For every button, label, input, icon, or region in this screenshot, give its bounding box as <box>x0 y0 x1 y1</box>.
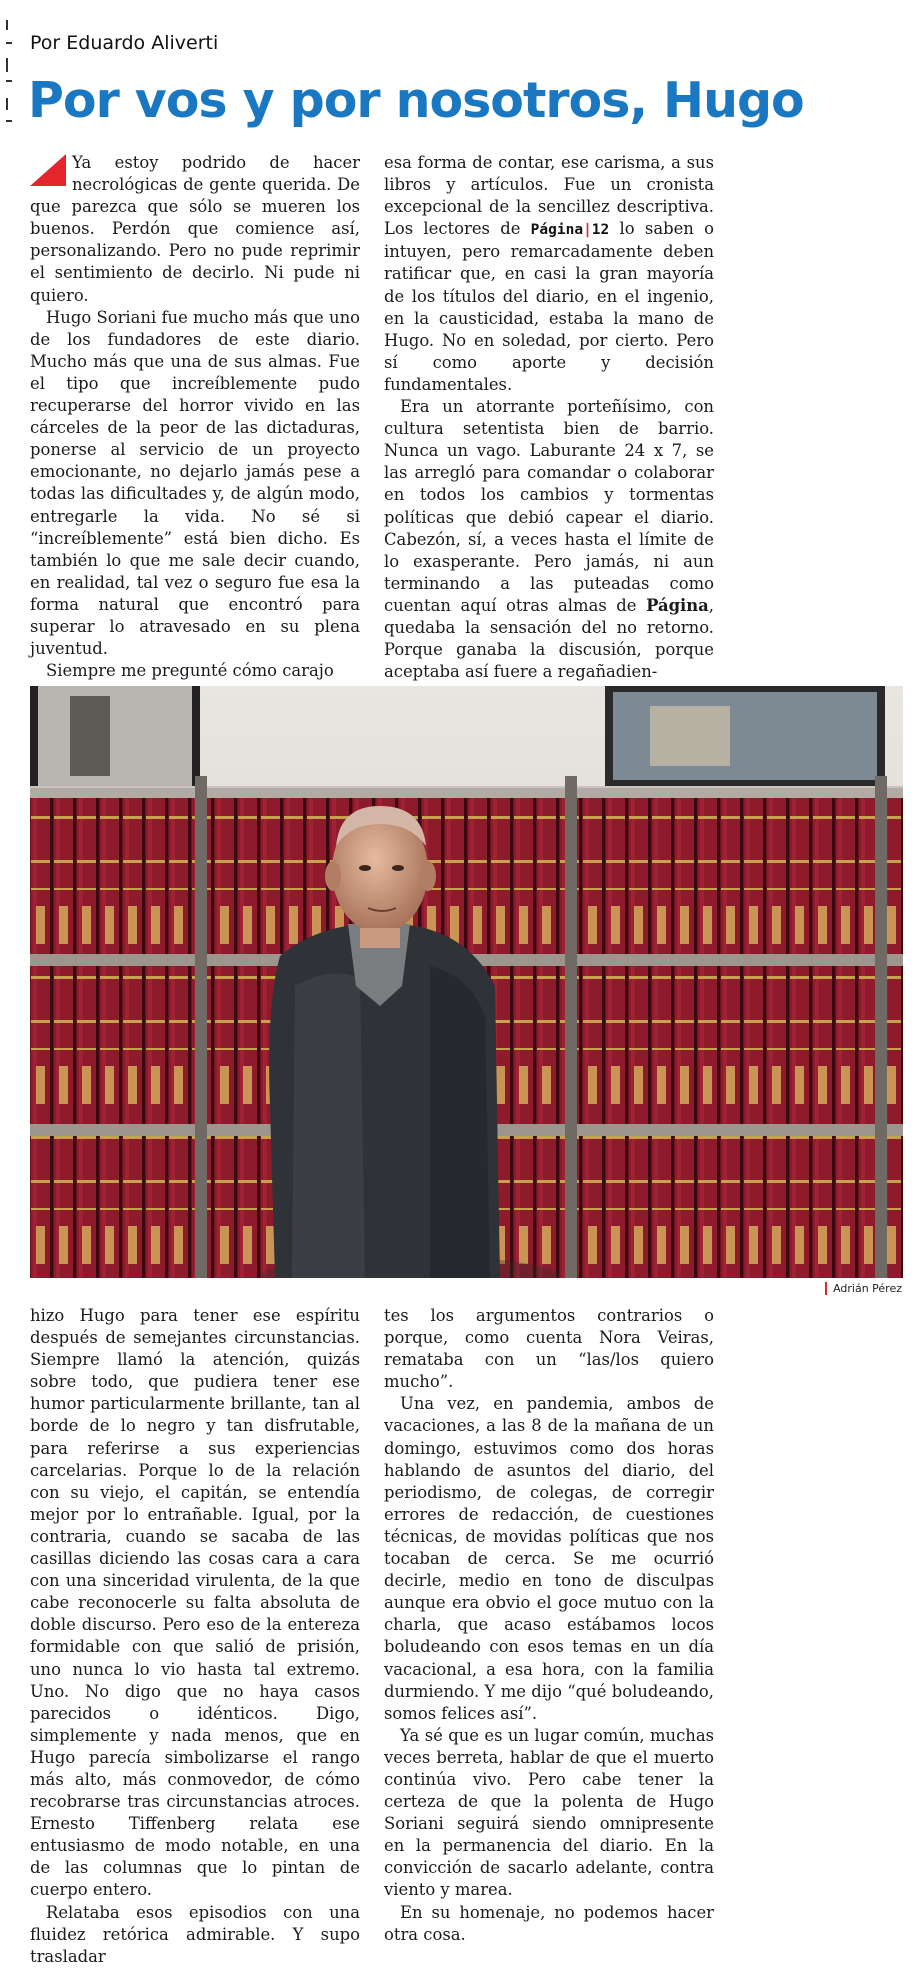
text-column-2 <box>384 152 714 683</box>
portrait-photo <box>30 686 903 1278</box>
paragraph: tes los argumentos contrarios o porque, como cuenta Nora Veiras, remataba con un “las/los quiero mucho”. <box>384 1306 714 1392</box>
paragraph: Siempre me pregunté cómo carajo <box>46 661 334 681</box>
paragraph: En su homenaje, no podemos hacer otra cosa. <box>384 1902 714 1944</box>
text-column-4 <box>384 1305 714 1946</box>
paragraph-text: , quedaba la sensación del no retorno. Porque ganaba la discusión, porque aceptaba así fuere a regañadien- <box>384 595 715 682</box>
pagina-bold: Página <box>646 595 709 615</box>
photo-credit: Adrián Pérez <box>825 1282 902 1295</box>
paragraph: Ya sé que es un lugar común, muchas veces berreta, hablar de que el muerto continúa vivo. Pero cabe tener la certeza de que la polenta de Hugo Soriani seguirá siendo omnipresente en la permanencia del diario. En la convicción de sacarlo adelante, contra viento y marea. <box>384 1725 714 1900</box>
paragraph-text: Era un atorrante porteñísimo, con cultura setentista bien de barrio. Nunca un vago. Laburante 24 x 7, se las arregló para comandar o colaborar en todos los cambios y tormentas políticas que debió capear el diario. Cabezón, sí, a veces hasta el límite de lo exasperante. Pero jamás, ni aun terminando a las puteadas como cuentan aquí otras almas de <box>384 397 714 615</box>
text-column-3 <box>30 1305 360 1968</box>
paragraph-text: lo saben o intuyen, pero remarcadamente deben ratificar que, en casi la gran mayoría de los títulos del diario, en el ingenio, en la causticidad, estaba la mano de Hugo. No en soledad, por cierto. Pero sí como aporte y decisión fundamentales. <box>384 219 714 394</box>
page-edge-marks <box>6 20 14 140</box>
paragraph: Una vez, en pandemia, ambos de vacaciones, a las 8 de la mañana de un domingo, estuvimos como dos horas hablando de asuntos del diario, del periodismo, de colegas, de corregir errores de redacción, de cuestiones técnicas, de movidas políticas que nos tocaban de cerca. Se me ocurrió decirle, medio en tono de disculpas aunque era obvio el goce mutuo con la charla, que acaso estábamos locos boludeando con esos temas en un día vacacional, a esa hora, con la familia durmiendo. Y me dijo “qué boludeando, somos felices así”. <box>384 1394 714 1723</box>
photo-illustration <box>30 686 903 1278</box>
paragraph <box>384 152 714 396</box>
headline: Por vos y por nosotros, Hugo <box>28 72 804 129</box>
byline: Por Eduardo Aliverti <box>30 32 219 54</box>
paragraph: Hugo Soriani fue mucho más que uno de los fundadores de este diario. Mucho más que una de sus almas. Fue el tipo que increíblemente pudo recuperarse del horror vivido en las cárceles de la peor de las dictaduras, ponerse al servicio de un proyecto emocionante, no dejarlo jamás pese a todas las dificultades y, de algún modo, entregarle la vida. No sé si “increíblemente” está bien dicho. Es también lo que me sale decir cuando, en realidad, tal vez o seguro fue esa la forma natural que encontró para superar lo atravesado en su plena juventud. <box>30 307 360 659</box>
text-column-1 <box>30 152 360 682</box>
pagina12-inline-logo: Página|12 <box>530 222 610 239</box>
paragraph: Relataba esos episodios con una fluidez retórica admirable. Y supo trasladar <box>30 1902 360 1966</box>
paragraph <box>384 396 714 683</box>
paragraph: Ya estoy podrido de hacer necrológicas de gente querida. De que parezca que sólo se mueren los buenos. Perdón que comience así, personalizando. Pero no pude reprimir el sentimiento de decirlo. Ni pude ni quiero. <box>30 153 360 305</box>
paragraph: hizo Hugo para tener ese espíritu después de semejantes circunstancias. Siempre llamó la atención, quizás sobre todo, que pudiera tener ese humor particularmente brillante, tan al borde de lo negro y tan disfrutable, para referirse a sus experiencias carcelarias. Porque lo de la relación con su viejo, el capitán, se entendía mejor por lo entrañable. Igual, por la contraria, cuando se sacaba de las casillas diciendo las cosas cara a cara con una sinceridad virulenta, de la que cabe reconocerle su falta absoluta de doble discurso. Pero eso de la entereza formidable con que salió de prisión, uno nunca lo vio hasta tal extremo. Uno. No digo que no haya casos parecidos o idénticos. Digo, simplemente y nada menos, que en Hugo parecía simbolizarse el rango más alto, más conmovedor, de cómo recobrarse tras circunstancias atroces. Ernesto Tiffenberg relata ese entusiasmo de modo notable, en una de las columnas que lo pintan de cuerpo entero. <box>30 1306 360 1900</box>
paragraph-text: esa forma de contar, ese carisma, a sus libros y artículos. Fue un cronista excepcional de la sencillez descriptiva. Los lectores de <box>384 153 714 239</box>
